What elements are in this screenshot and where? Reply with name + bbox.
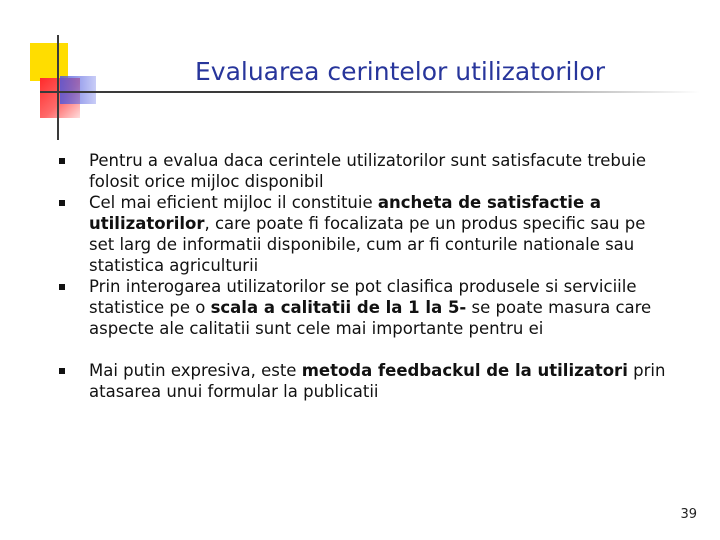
decor-vertical-line [57, 35, 59, 140]
bullet-square-icon [59, 284, 65, 290]
bullet-list [58, 150, 668, 402]
bullet-text: Mai putin expresiva, este metoda feedbackul de la utilizatori prin atasarea unui formular la publicatii [89, 361, 666, 401]
emphasis-text: metoda feedbackul de la utilizatori [301, 361, 628, 380]
bullet-text: Prin interogarea utilizatorilor se pot clasifica produsele si serviciile statistice pe o scala a calitatii de la 1 la 5- se poate masura care aspecte ale calitatii sunt cele mai importante pentru ei [89, 277, 652, 338]
bullet-item [58, 360, 668, 402]
bullet-square-icon [59, 368, 65, 374]
decor-horizontal-line [40, 91, 700, 93]
page-number: 39 [680, 507, 697, 522]
bullet-item [58, 192, 668, 276]
decor-blue-square [60, 76, 96, 104]
bullet-text: Cel mai eficient mijloc il constituie ancheta de satisfactie a utilizatorilor, care poate fi focalizata pe un produs specific sau pe set larg de informatii disponibile, cum ar fi conturile nationale sau statistica agriculturii [89, 193, 646, 275]
emphasis-text: ancheta de satisfactie a utilizatorilor [89, 193, 602, 233]
bullet-item [58, 276, 668, 339]
bullet-text: Pentru a evalua daca cerintele utilizatorilor sunt satisfacute trebuie folosit orice mijloc disponibil [89, 151, 647, 191]
slide-title: Evaluarea cerintelor utilizatorilor [194, 57, 605, 86]
emphasis-text: scala a calitatii de la 1 la 5- [210, 298, 467, 317]
bullet-square-icon [59, 200, 65, 206]
bullet-square-icon [59, 158, 65, 164]
bullet-item [58, 150, 668, 192]
